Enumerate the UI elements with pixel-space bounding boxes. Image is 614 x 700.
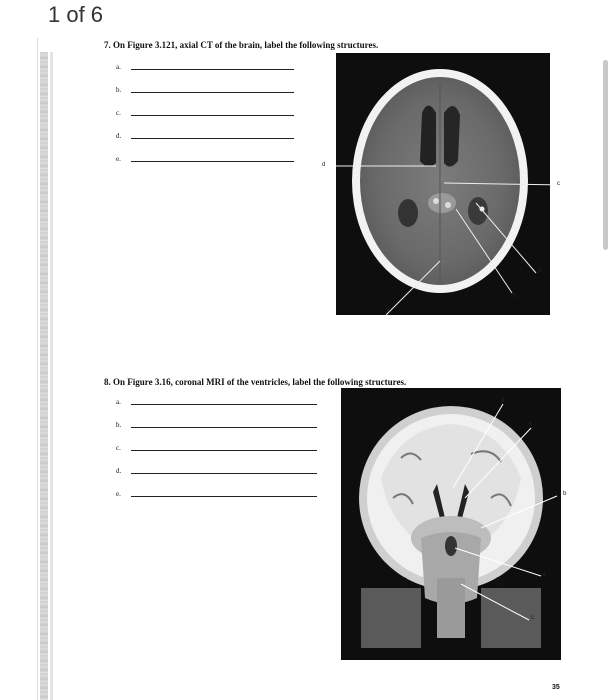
q7-item-d: d.: [116, 132, 122, 140]
q8-item-d: d.: [116, 467, 122, 475]
mri-label-a: a: [542, 572, 546, 578]
ct-brain-image: [336, 53, 550, 315]
q8-answer-line-a[interactable]: [131, 404, 317, 405]
q7-item-c: c.: [116, 109, 121, 117]
q7-answer-line-b[interactable]: [131, 92, 294, 93]
q8-item-e: e.: [116, 490, 121, 498]
q7-item-e: e.: [116, 155, 121, 163]
mri-coronal-image: [341, 388, 561, 660]
ct-label-a: a: [538, 268, 542, 274]
ct-label-d: d: [322, 162, 326, 168]
ct-label-c: c: [557, 181, 560, 187]
q8-item-c: c.: [116, 444, 121, 452]
q7-answer-line-a[interactable]: [131, 69, 294, 70]
page-binding-shadow: [50, 52, 53, 700]
q8-answer-line-e[interactable]: [131, 496, 317, 497]
page-number: 35: [552, 684, 560, 691]
viewer-toolbar: [0, 0, 614, 40]
q8-item-b: b.: [116, 421, 122, 429]
question-8-prompt: 8. On Figure 3.16, coronal MRI of the ventricles, label the following structures.: [104, 377, 407, 387]
mri-coronal-drawing: [341, 388, 561, 660]
q7-item-a: a.: [116, 63, 121, 71]
q7-answer-line-d[interactable]: [131, 138, 294, 139]
q7-item-b: b.: [116, 86, 122, 94]
ct-brain-drawing: [336, 53, 550, 315]
scrollbar-thumb[interactable]: [603, 60, 608, 250]
ct-label-e: e: [386, 307, 390, 313]
mri-label-d: d: [501, 398, 505, 404]
mri-label-b: b: [563, 491, 567, 497]
q8-answer-line-d[interactable]: [131, 473, 317, 474]
q7-answer-line-c[interactable]: [131, 115, 294, 116]
mri-label-c: c: [531, 615, 534, 621]
q8-answer-line-b[interactable]: [131, 427, 317, 428]
page-counter: 1 of 6: [48, 2, 104, 27]
question-7-prompt: 7. On Figure 3.121, axial CT of the brain, label the following structures.: [104, 40, 379, 50]
q8-answer-line-c[interactable]: [131, 450, 317, 451]
page-binding-edge: [40, 52, 48, 700]
mri-label-e: e: [529, 421, 533, 427]
q8-item-a: a.: [116, 398, 121, 406]
ct-label-b: b: [513, 293, 517, 299]
q7-answer-line-e[interactable]: [131, 161, 294, 162]
